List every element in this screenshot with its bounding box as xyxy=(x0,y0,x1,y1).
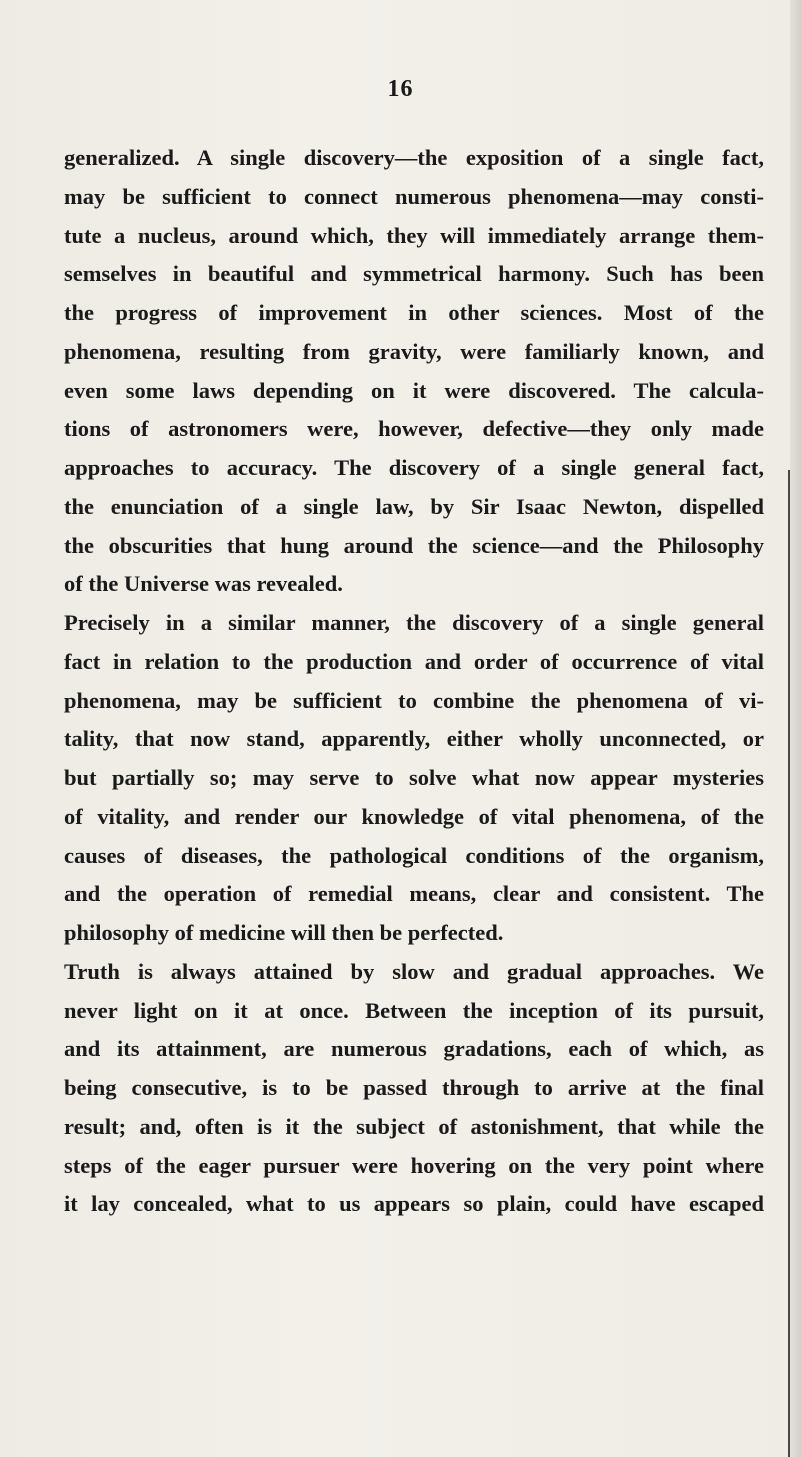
page-edge-shadow xyxy=(790,0,801,1457)
text-line: and the operation of remedial means, clear and consistent. The xyxy=(64,881,764,907)
text-line: generalized. A single discovery—the exposition of a single fact, xyxy=(64,145,764,170)
text-line: semselves in beautiful and symmetrical harmony. Such has been xyxy=(64,261,764,287)
text-line: but partially so; may serve to solve what now appear mysteries xyxy=(64,765,764,790)
text-line: phenomena, may be sufficient to combine the phenomena of vi- xyxy=(64,687,764,713)
text-line: being consecutive, is to be passed through to arrive at the final xyxy=(64,1075,764,1100)
text-line: and its attainment, are numerous gradations, each of which, as xyxy=(64,1036,764,1062)
text-line: steps of the eager pursuer were hovering on the very point where xyxy=(64,1152,764,1178)
text-line: tute a nucleus, around which, they will immediately arrange them- xyxy=(64,222,764,248)
text-line: even some laws depending on it were discovered. The calcula- xyxy=(64,377,764,403)
page-edge-line xyxy=(788,470,790,1457)
text-line: tality, that now stand, apparently, either wholly unconnected, or xyxy=(64,726,764,752)
text-line: the progress of improvement in other sciences. Most of the xyxy=(64,300,764,325)
text-line: never light on it at once. Between the inception of its pursuit, xyxy=(64,997,764,1023)
page-number: 16 xyxy=(387,76,414,102)
text-line: the enunciation of a single law, by Sir Isaac Newton, dispelled xyxy=(64,493,764,519)
text-line: fact in relation to the production and order of occurrence of vital xyxy=(64,648,764,674)
text-line: may be sufficient to connect numerous phenomena—may consti- xyxy=(64,183,764,209)
text-line: approaches to accuracy. The discovery of a single general fact, xyxy=(64,455,764,480)
text-line: Truth is always attained by slow and gradual approaches. We xyxy=(64,958,764,984)
text-line: causes of diseases, the pathological conditions of the organism, xyxy=(64,842,764,868)
text-line: Precisely in a similar manner, the discovery of a single general xyxy=(64,610,764,635)
text-line: of the Universe was revealed. xyxy=(64,571,343,597)
text-line: result; and, often is it the subject of astonishment, that while the xyxy=(64,1113,764,1139)
text-line: it lay concealed, what to us appears so plain, could have escaped xyxy=(64,1191,764,1217)
body-text xyxy=(64,139,764,1224)
text-line: philosophy of medicine will then be perfected. xyxy=(64,920,504,945)
text-line: phenomena, resulting from gravity, were familiarly known, and xyxy=(64,338,764,364)
text-line: of vitality, and render our knowledge of vital phenomena, of the xyxy=(64,803,764,829)
text-line: tions of astronomers were, however, defective—they only made xyxy=(64,416,764,442)
text-line: the obscurities that hung around the science—and the Philosophy xyxy=(64,532,764,558)
